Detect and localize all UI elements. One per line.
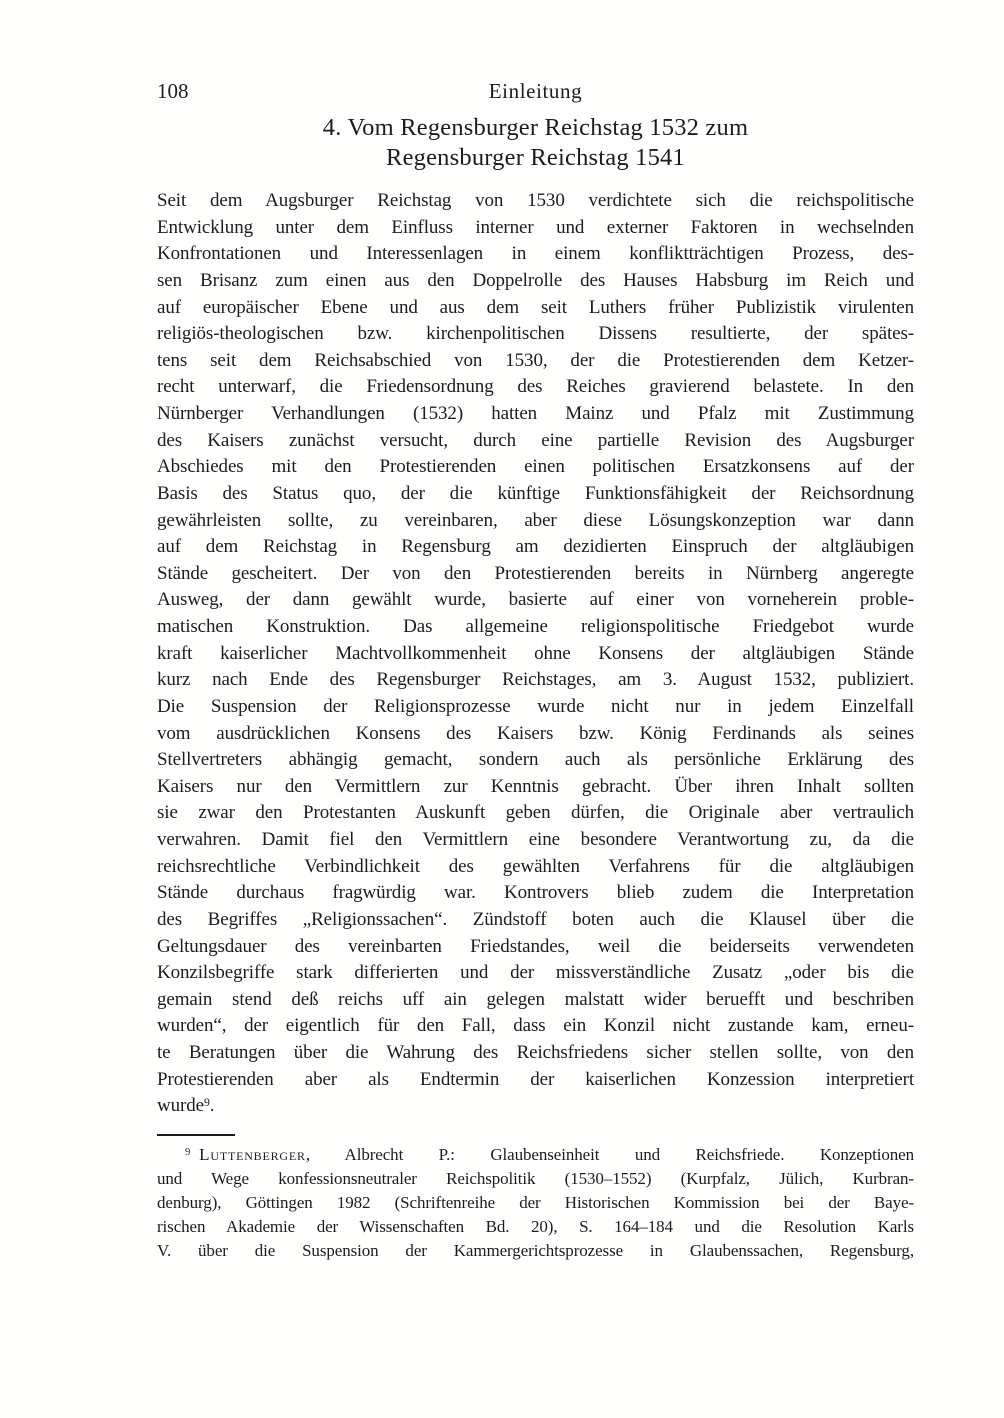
body-line: Basis des Status quo, der die künftige Funktionsfähigkeit der Reichsordnung: [157, 482, 914, 504]
body-line: matischen Konstruktion. Das allgemeine religionspolitische Friedgebot wurde: [157, 616, 914, 637]
body-line: auf europäischer Ebene und aus dem seit Luthers früher Publizistik virulenten: [157, 296, 914, 318]
body-line: Seit dem Augsburger Reichstag von 1530 verdichtete sich die reichspolitische: [157, 190, 914, 211]
body-line: kraft kaiserlicher Machtvollkommenheit ohne Konsens der altgläubigen Stände: [157, 642, 914, 664]
footnote-line: V. über die Suspension der Kammergerichtsprozesse in Glaubenssachen, Regensburg,: [157, 1241, 914, 1260]
body-line: tens seit dem Reichsabschied von 1530, der die Protestierenden dem Ketzer-: [157, 349, 914, 371]
page-header: [157, 78, 914, 104]
body-line: verwahren. Damit fiel den Vermittlern eine besondere Verantwortung zu, da die: [157, 829, 914, 850]
footnote-text: [157, 1143, 914, 1263]
footnote-first-line: [157, 1143, 914, 1167]
footnote-separator-rule: [157, 1134, 235, 1136]
body-line: wurden“, der eigentlich für den Fall, dass ein Konzil nicht zustande kam, erneu-: [157, 1015, 914, 1037]
body-line: Entwicklung unter dem Einfluss interner und externer Faktoren in wechselnden: [157, 216, 914, 238]
footnote-line: denburg), Göttingen 1982 (Schriftenreihe der Historischen Kommission bei der Baye-: [157, 1193, 914, 1212]
body-line: te Beratungen über die Wahrung des Reichsfriedens sicher stellen sollte, von den: [157, 1042, 914, 1063]
body-line: Stände gescheitert. Der von den Protestierenden bereits in Nürnberg angeregte: [157, 562, 914, 584]
body-line: Geltungsdauer des vereinbarten Friedstandes, weil die beiderseits verwendeten: [157, 935, 914, 957]
body-last-line-text: wurde: [157, 1095, 204, 1117]
body-line: recht unterwarf, die Friedensordnung des Reiches gravierend belastete. In den: [157, 376, 914, 398]
body-line: Kaisers nur den Vermittlern zur Kenntnis gebracht. Über ihren Inhalt sollten: [157, 775, 914, 797]
footnote-marker: 9: [185, 1146, 191, 1158]
footnote-area: [157, 1134, 914, 1263]
body-line: vom ausdrücklichen Konsens des Kaisers bzw. König Ferdinands als seines: [157, 722, 914, 744]
section-heading-line2: Regensburger Reichstag 1541: [386, 143, 685, 171]
body-line: des Kaisers zunächst versucht, durch eine partielle Revision des Augsburger: [157, 429, 914, 451]
body-line: sie zwar den Protestanten Auskunft geben dürfen, die Originale aber vertraulich: [157, 802, 914, 824]
body-paragraph: [157, 188, 914, 1093]
body-line: Stände durchaus fragwürdig war. Kontrovers blieb zudem die Interpretation: [157, 882, 914, 904]
body-line: auf dem Reichstag in Regensburg am dezidierten Einspruch der altgläubigen: [157, 536, 914, 558]
body-line: gemain stend deß reichs uff ain gelegen malstatt wider beruefft und beschriben: [157, 988, 914, 1010]
footnote-reference: 9: [203, 1095, 210, 1109]
body-line: kurz nach Ende des Regensburger Reichstages, am 3. August 1532, publiziert.: [157, 669, 914, 691]
body-last-line-period: .: [209, 1095, 215, 1117]
body-line: Abschiedes mit den Protestierenden einen politischen Ersatzkonsens auf der: [157, 456, 914, 478]
body-line: Konfrontationen und Interessenlagen in einem konfliktträchtigen Prozess, des-: [157, 243, 914, 265]
body-line: religiös-theologischen bzw. kirchenpolitischen Dissens resultierte, der spätes-: [157, 323, 914, 345]
body-line: Die Suspension der Religionsprozesse wurde nicht nur in jedem Einzelfall: [157, 695, 914, 717]
body-line: des Begriffes „Religionssachen“. Zündstoff boten auch die Klausel über die: [157, 908, 914, 930]
body-last-line: [157, 1093, 914, 1120]
body-line: Protestierenden aber als Endtermin der kaiserlichen Konzession interpretiert: [157, 1068, 914, 1090]
body-line: Konzilsbegriffe stark differierten und der missverständliche Zusatz „oder bis die: [157, 962, 914, 984]
section-heading-line1: 4. Vom Regensburger Reichstag 1532 zum: [322, 114, 749, 141]
body-text: [157, 188, 914, 1120]
footnote-continuation: [157, 1167, 914, 1263]
body-line: sen Brisanz zum einen aus den Doppelrolle des Hauses Habsburg im Reich und: [157, 269, 914, 291]
page-number: 108: [157, 79, 189, 103]
running-head: Einleitung: [488, 79, 583, 103]
section-heading: [157, 113, 914, 172]
footnote-author: Luttenberger: [199, 1145, 306, 1164]
footnote-line: und Wege konfessionsneutraler Reichspolitik (1530–1552) (Kurpfalz, Jülich, Kurbran-: [157, 1169, 914, 1188]
footnote-first-line-rest: , Albrecht P.: Glaubenseinheit und Reichsfriede. Konzeptionen: [305, 1145, 914, 1164]
body-line: Nürnberger Verhandlungen (1532) hatten Mainz und Pfalz mit Zustimmung: [157, 403, 914, 424]
body-line: Stellvertreters abhängig gemacht, sondern auch als persönliche Erklärung des: [157, 749, 914, 771]
footnote-line: rischen Akademie der Wissenschaften Bd. 20), S. 164–184 und die Resolution Karls: [157, 1217, 914, 1236]
body-line: gewährleisten sollte, zu vereinbaren, aber diese Lösungskonzeption war dann: [157, 509, 914, 531]
body-line: Ausweg, der dann gewählt wurde, basierte auf einer von vorneherein proble-: [157, 589, 914, 611]
body-line: reichsrechtliche Verbindlichkeit des gewählten Verfahrens für die altgläubigen: [157, 855, 914, 877]
